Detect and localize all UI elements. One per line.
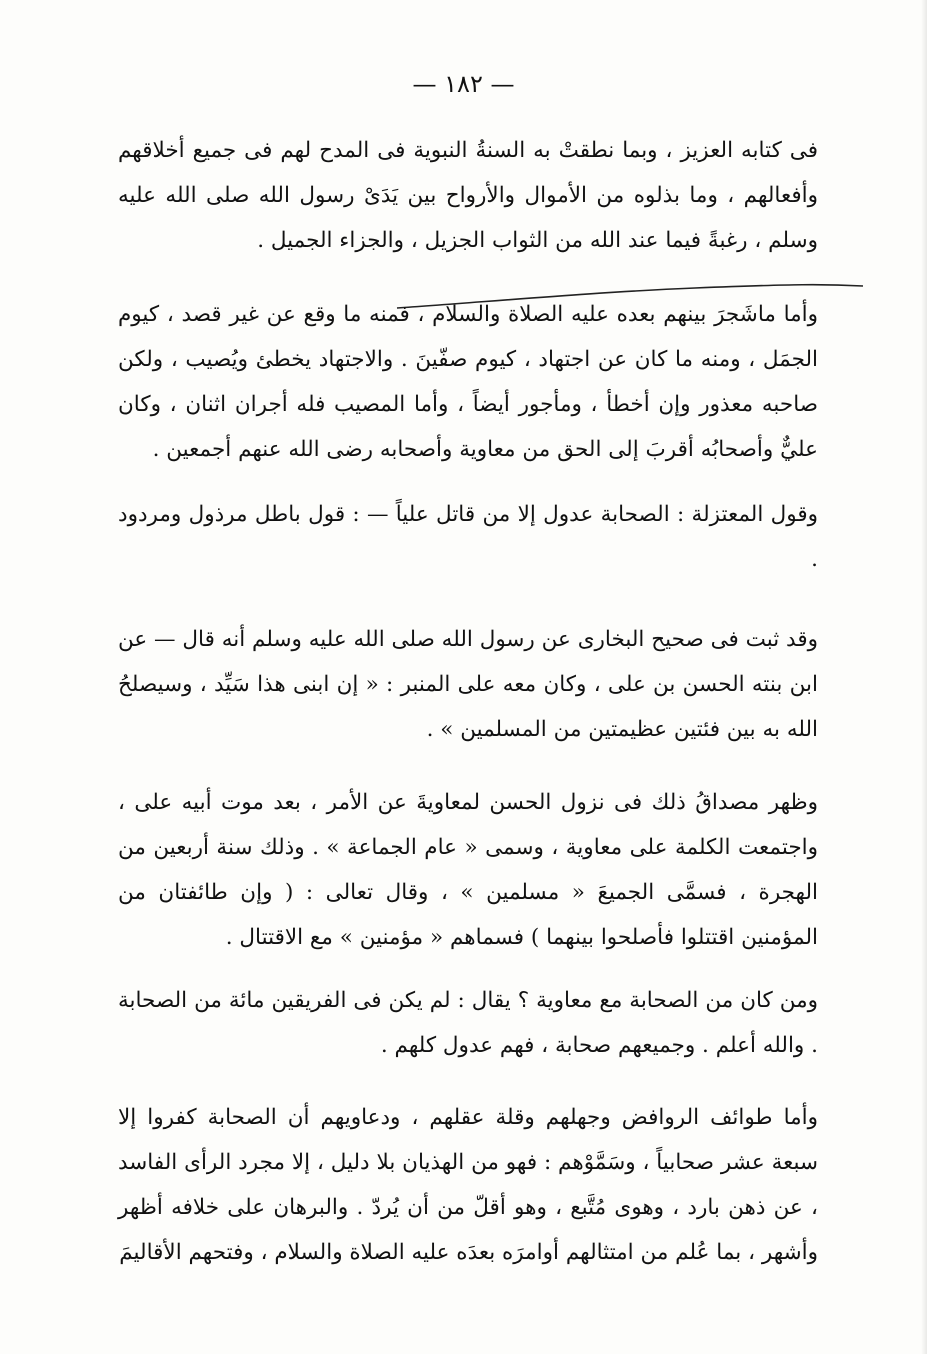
paragraph-companions-praise: فى كتابه العزيز ، وبما نطقتْ به السنةُ النبوية فى المدح لهم فى جميع أخلاقهم وأفعالهم ، وما بذلوه من الأموال والأرواح بين يَدَىْ رسول الله صلى الله عليه وسلم ، رغبةً فيما عند الله من الثواب الجزيل ، والجزاء الجميل . [118, 138, 818, 253]
paragraph-year-of-unity: وظهر مصداقُ ذلك فى نزول الحسن لمعاويةَ عن الأمر ، بعد موت أبيه على ، واجتمعت الكلمة على معاوية ، وسمى « عام الجماعة » . وذلك سنة أربعين من الهجرة ، فسمَّى الجميعَ « مسلمين » ، وقال تعالى : ( وإن طائفتان من المؤمنين اقتتلوا فأصلحوا بينهما ) فسماهم « مؤمنين » مع الاقتتال . [118, 790, 818, 950]
paragraph-bukhari-hadith: وقد ثبت فى صحيح البخارى عن رسول الله صلى الله عليه وسلم أنه قال — عن ابن بنته الحسن بن على ، وكان معه على المنبر : « إن ابنى هذا سَيِّد ، وسيصلحُ الله به بين فئتين عظيمتين من المسلمين » . [118, 627, 818, 742]
paragraph-mutazila-claim: وقول المعتزلة : الصحابة عدول إلا من قاتل علياً — : قول باطل مرذول ومردود . [118, 502, 818, 572]
page-number: — ١٨٢ — [412, 70, 515, 98]
paragraph-rawafid: وأما طوائف الروافض وجهلهم وقلة عقلهم ، ودعاويهم أن الصحابة كفروا إلا سبعة عشر صحابياً ، وسَمَّوْهم : فهو من الهذيان بلا دليل ، إلا مجرد الرأى الفاسد ، عن ذهن بارد ، وهوى مُتَّبع ، وهو أقلّ من أن يُردّ . والبرهان على خلافه أظهر وأشهر ، بما عُلم من امتثالهم أوامرَه بعدَه عليه الصلاة والسلام ، وفتحهم الأقاليمَ [118, 1105, 818, 1265]
paragraph-disputes: وأما ماشَجرَ بينهم بعده عليه الصلاة والسلام ، فمنه ما وقع عن غير قصد ، كيوم الجمَل ، ومنه ما كان عن اجتهاد ، كيوم صفّينَ . والاجتهاد يخطئ ويُصيب ، ولكن صاحبه معذور وإن أخطأ ، ومأجور أيضاً ، وأما المصيب فله أجران اثنان ، وكان عليٌّ وأصحابُه أقربَ إلى الحق من معاوية وأصحابه رضى الله عنهم أجمعين . [118, 302, 818, 462]
page-edge-shadow [921, 0, 927, 1354]
paragraph-companions-with-muawiya: ومن كان من الصحابة مع معاوية ؟ يقال : لم يكن فى الفريقين مائة من الصحابة . والله أعلم . وجميعهم صحابة ، فهم عدول كلهم . [118, 988, 818, 1058]
